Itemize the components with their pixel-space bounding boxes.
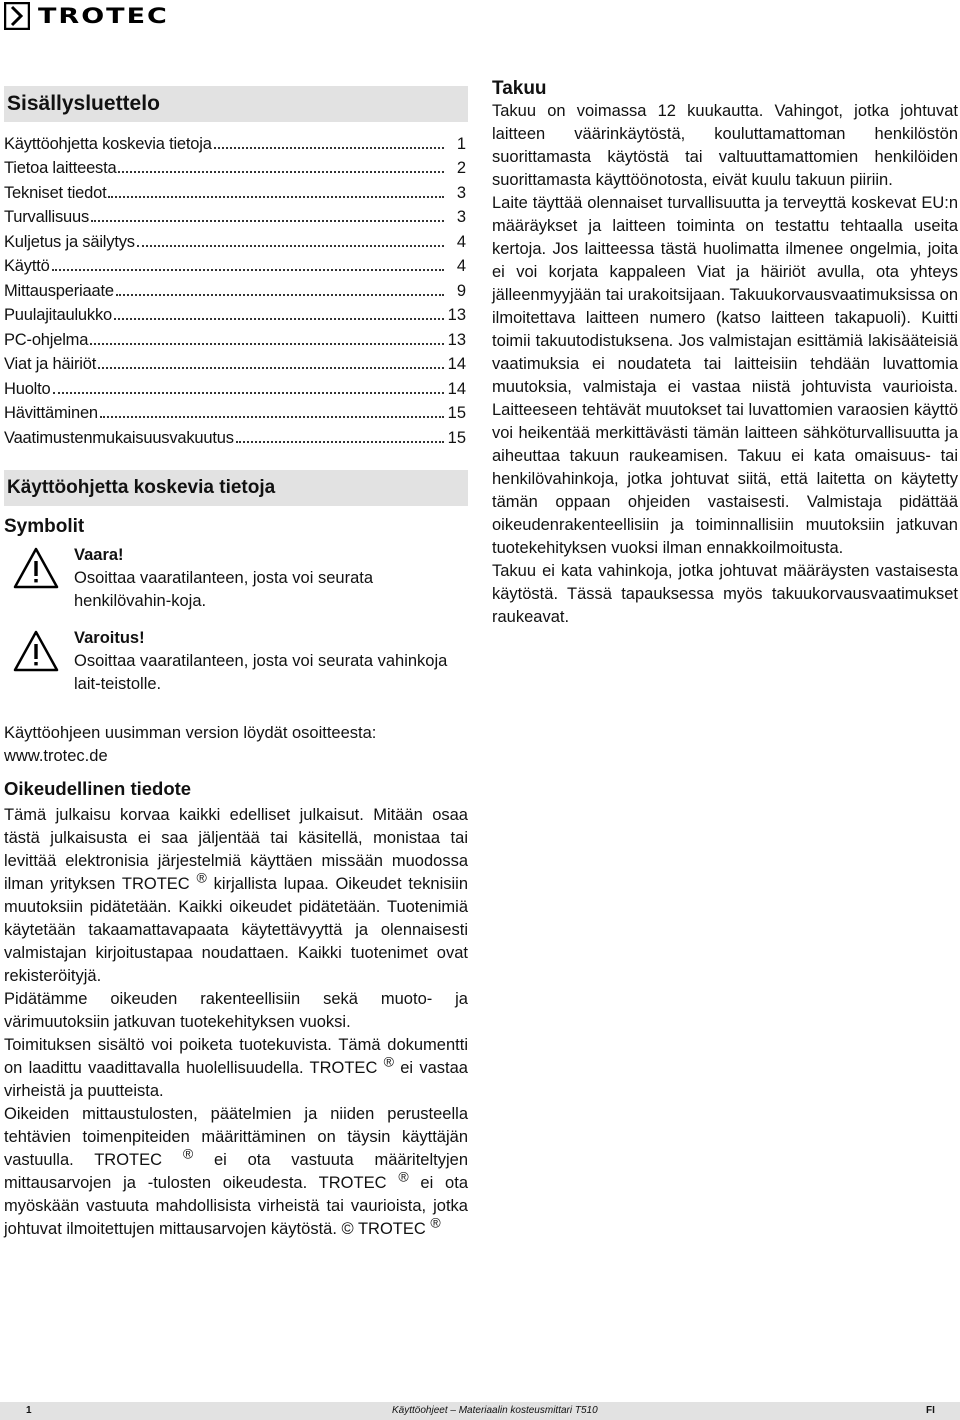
toc-entry-label: Turvallisuus: [4, 208, 90, 226]
toc-entry[interactable]: [4, 425, 468, 450]
toc-entry[interactable]: [4, 131, 468, 156]
warranty-paragraph-2: Laite täyttää olennaiset turvallisuutta ja terveyttä koskevat EU:n määräykset ja laitteen toiminta on testattu tehtaalla useita kertoja. Jos laitteessa tästä huolimatta ilmenee ongelmia, joita ei voi korjata kappaleen Viat ja häiriöt avulla, ota yhteys jälleenmyyjään tai urakoitsijaan. Takuukorvausvaatimuksissa on ilmoitettava laitteen numero (katso laitteen takapuoli). Kuitti toimii takuutodistuksena. Jos valmistajan esittämiä lakisääteisiä vaatimuksia ei noudateta tai laitteisiin tehdään luvattomia muutoksia, valmistaja ei vastaa niistä johtuvista vaurioista. Laitteeseen tehtävät muutokset tai luvattomien varaosien käyttö voi heikentää merkittävästi tämän laitteen sähköturvallisuutta ja aiheuttaa takuun raukeamisen. Takuu ei kata omaisuus- tai henkilövahinkoja, jotka johtuvat siitä, että laitetta on käytetty tämän oppaan ohjeiden vastaisesti. Valmistaja pidättää oikeudenrakenteellisiin ja toiminnallisiin muutoksiin jatkuvan tuotekehityksen vuoksi ilman ennakkoilmoitusta.: [492, 194, 958, 557]
toc-entry[interactable]: [4, 352, 468, 377]
symbols-heading: Symbolit: [4, 515, 85, 537]
toc-entry-page: 3: [456, 208, 466, 226]
toc-entry-page: 14: [447, 379, 466, 398]
toc-leader-dots: [100, 416, 444, 418]
toc-entry[interactable]: [4, 229, 468, 254]
toc-entry-page: 4: [456, 257, 466, 275]
footer-language: FI: [926, 1405, 935, 1416]
caution-text: Osoittaa vaaratilanteen, josta voi seurata vahinkoja lait-teistolle.: [74, 651, 448, 693]
toc-leader-dots: [236, 441, 444, 443]
toc-leader-dots: [98, 367, 444, 369]
toc-entry[interactable]: [4, 254, 468, 279]
toc-leader-dots: [214, 147, 444, 149]
toc-leader-dots: [91, 220, 444, 222]
toc-entry-page: 4: [456, 232, 466, 251]
toc-entry-label: Kuljetus ja säilytys: [4, 232, 135, 251]
toc-leader-dots: [90, 343, 444, 345]
toc-entry[interactable]: [4, 303, 468, 328]
toc-entry-page: 1: [456, 134, 466, 153]
toc-entry[interactable]: [4, 401, 468, 426]
right-column: [492, 78, 958, 629]
toc-leader-dots: [118, 171, 444, 173]
toc-entry-label: Tietoa laitteesta: [4, 159, 117, 177]
toc-leader-dots: [53, 392, 445, 394]
toc-entry[interactable]: [4, 180, 468, 205]
page-number: 1: [26, 1405, 32, 1416]
warranty-paragraph-3: Takuu ei kata vahinkoja, jotka johtuvat määräysten vastaisesta käytöstä. Tässä tapauksessa myös takuukorvausvaatimukset raukeavat.: [492, 562, 958, 626]
toc-entry-label: Käyttöohjetta koskevia tietoja: [4, 134, 212, 153]
toc-entry[interactable]: [4, 205, 468, 230]
toc-leader-dots: [108, 196, 444, 198]
toc-entry-label: PC-ohjelma: [4, 330, 89, 349]
legal-paragraph-4: Oikeiden mittaustulosten, päätelmien ja niiden perusteella tehtävien toimenpiteiden määrittäminen on täysin käyttäjän vastuulla. TROTEC ® ei ota vastuuta määriteltyjen mittausarvojen ja -tulosten oikeudesta. TROTEC ® ei ota myöskään vastuuta mahdollisista virheistä tai vaurioista, jotka johtuvat ilmoitettujen mittausarvojen käytöstä. © TROTEC ®: [4, 1104, 468, 1238]
toc-entry-label: Vaatimustenmukaisuusvakuutus: [4, 428, 234, 447]
toc-entry-label: Mittausperiaate: [4, 281, 114, 300]
footer-document-title: Käyttöohjeet – Materiaalin kosteusmittari T510: [392, 1405, 598, 1416]
trotec-logo: [4, 2, 169, 30]
brand-name: TROTEC: [38, 3, 169, 29]
caution-triangle-icon: [12, 629, 60, 673]
toc-entry[interactable]: [4, 327, 468, 352]
section-title: Käyttöohjetta koskevia tietoja: [4, 470, 468, 506]
caution-title: Varoitus!: [74, 628, 145, 647]
toc-entry-page: 13: [447, 306, 466, 324]
table-of-contents: [4, 131, 468, 450]
toc-leader-dots: [52, 269, 444, 271]
left-column: [4, 86, 468, 1241]
toc-entry-label: Käyttö: [4, 257, 50, 275]
toc-entry-page: 14: [447, 355, 466, 373]
toc-entry-page: 3: [456, 183, 466, 202]
toc-entry-page: 15: [447, 404, 466, 422]
legal-paragraph-1: Tämä julkaisu korvaa kaikki edelliset julkaisut. Mitään osaa tästä julkaisusta ei saa jäljentää tai käsitellä, monistaa tai levittää elektronisia järjestelmiä käyttäen missään muodossa ilman yrityksen TROTEC ® kirjallista lupaa. Oikeudet teknisiin muutoksiin pidätetään. Kaikki oikeudet pidätetään. Tuotenimiä käytetään takaamattavapaata käytettävyyttä ja olennaisesti valmistajan kirjoitustapaa noudattaen. Kaikki tuotenimet ovat rekisteröityjä.: [4, 805, 468, 985]
toc-leader-dots: [116, 294, 444, 296]
toc-entry-label: Tekniset tiedot: [4, 183, 107, 202]
toc-entry-page: 2: [456, 159, 466, 177]
caution-symbol-block: [4, 627, 468, 696]
legal-paragraph-2: Pidätämme oikeuden rakenteellisiin sekä muoto- ja värimuutoksiin jatkuvan tuotekehityksen vuoksi.: [4, 989, 468, 1031]
warning-text: Osoittaa vaaratilanteen, josta voi seurata henkilövahin-koja.: [74, 568, 374, 610]
warranty-paragraph-1: Takuu on voimassa 12 kuukautta. Vahingot, jotka johtuvat laitteen väärinkäytöstä, kouluttamattoman henkilöstön suorittamasta käytöstä tai valtuuttamattomien henkilöiden suorittamasta käyttöönotosta, eivät kuulu takuun piiriin.: [492, 102, 958, 189]
legal-heading: Oikeudellinen tiedote: [4, 777, 192, 799]
warning-title: Vaara!: [74, 545, 124, 564]
legal-paragraph-3: Toimituksen sisältö voi poiketa tuotekuvista. Tämä dokumentti on laadittu vaadittavalla huolellisuudella. TROTEC ® ei vastaa virheistä ja puutteista.: [4, 1035, 468, 1100]
warning-triangle-icon: [12, 546, 60, 590]
toc-entry[interactable]: [4, 156, 468, 181]
page-footer: [0, 1402, 960, 1420]
toc-title: Sisällysluettelo: [4, 86, 468, 122]
chevron-logo-icon: [4, 2, 30, 30]
toc-entry-label: Hävittäminen: [4, 404, 98, 422]
toc-entry-page: 13: [447, 330, 466, 349]
toc-entry[interactable]: [4, 278, 468, 303]
toc-entry[interactable]: [4, 376, 468, 401]
toc-entry-label: Viat ja häiriöt: [4, 355, 97, 373]
toc-leader-dots: [114, 318, 444, 320]
toc-entry-label: Huolto: [4, 379, 51, 398]
website-link[interactable]: www.trotec.de: [4, 746, 108, 765]
warning-symbol-block: [4, 544, 468, 613]
toc-entry-page: 9: [456, 281, 466, 300]
toc-entry-page: 15: [447, 428, 466, 447]
latest-version-text: Käyttöohjeen uusimman version löydät osoitteesta:: [4, 723, 377, 742]
warranty-heading: Takuu: [492, 78, 547, 99]
toc-leader-dots: [137, 245, 444, 247]
toc-entry-label: Puulajitaulukko: [4, 306, 112, 324]
